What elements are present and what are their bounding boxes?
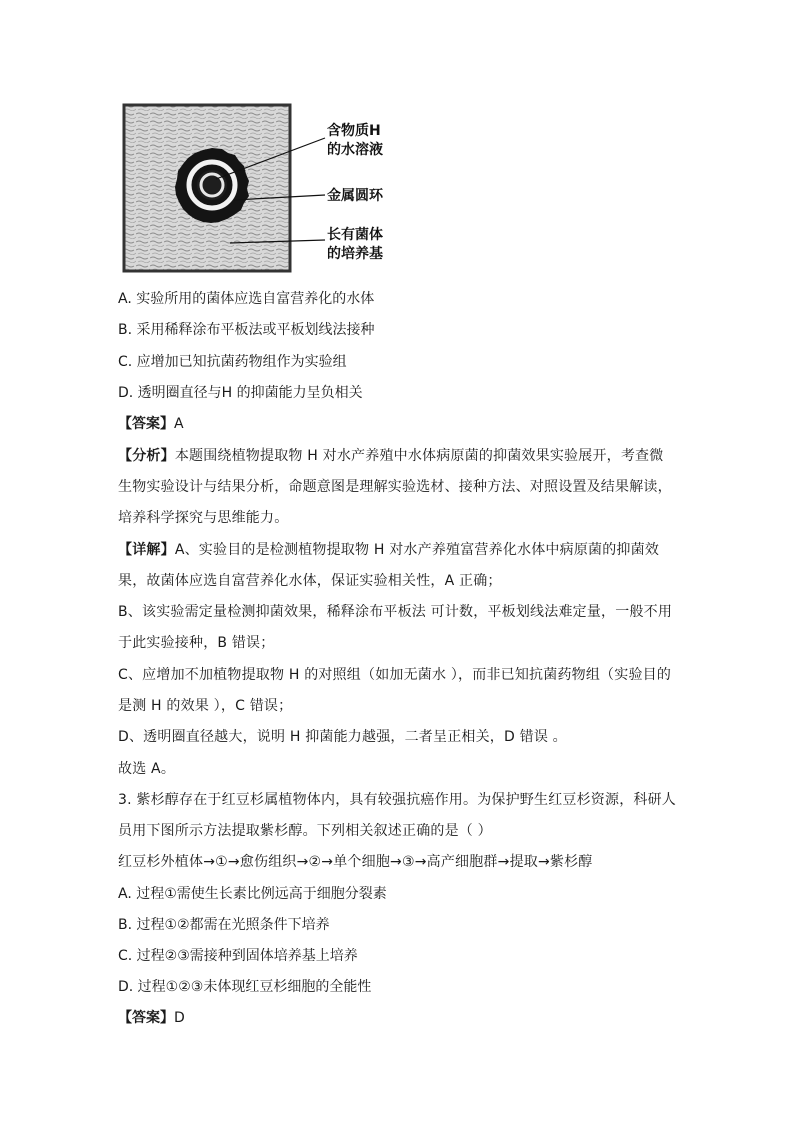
q2-detail-line3: B、该实验需定量检测抑菌效果，稀释涂布平板法 可计数，平板划线法难定量，一般不用 — [118, 604, 673, 620]
q2-analysis-line1 — [118, 446, 663, 466]
q2-option-b: B. 采用稀释涂布平板法或平板划线法接种 — [118, 322, 375, 338]
answer-tag: 【答案】 — [118, 1010, 174, 1026]
detail-text: A、实验目的是检测植物提取物 H 对水产养殖富营养化水体中病原菌的抑菌效 — [174, 542, 660, 558]
label-metal-ring: 金属圆环 — [327, 188, 383, 204]
label-solution-line1: 含物质H — [327, 123, 381, 139]
detail-tag: 【详解】 — [118, 542, 175, 558]
analysis-text: 本题围绕植物提取物 H 对水产养殖中水体病原菌的抑菌效果实验展开，考查微 — [174, 448, 664, 464]
answer-value: A — [174, 416, 184, 432]
q3-stem-line1: 3. 紫杉醇存在于红豆杉属植物体内，具有较强抗癌作用。为保护野生红豆杉资源，科研人 — [118, 792, 677, 808]
culture-plate-illustration — [122, 103, 412, 273]
q3-option-b: B. 过程①②都需在光照条件下培养 — [118, 917, 330, 933]
q2-detail-line6: 是测 H 的效果 ），C 错误； — [118, 698, 293, 714]
q3-stem-line2: 员用下图所示方法提取紫杉醇。下列相关叙述正确的是（ ） — [118, 823, 492, 839]
q2-detail-line4: 于此实验接种，B 错误； — [118, 635, 275, 651]
label-medium-line1: 长有菌体 — [327, 227, 383, 243]
answer-tag: 【答案】 — [118, 416, 174, 432]
q2-detail-line1 — [118, 540, 659, 560]
q2-conclusion: 故选 A。 — [118, 761, 176, 777]
q2-analysis-line3: 培养科学探究与思维能力。 — [118, 510, 289, 526]
q3-option-d: D. 过程①②③未体现红豆杉细胞的全能性 — [118, 979, 372, 995]
answer-value: D — [174, 1010, 185, 1026]
q2-answer — [118, 414, 184, 434]
q2-detail-line7: D、透明圈直径越大，说明 H 抑菌能力越强，二者呈正相关，D 错误 。 — [118, 729, 567, 745]
q2-option-a: A. 实验所用的菌体应选自富营养化的水体 — [118, 291, 375, 307]
q2-analysis-line2: 生物实验设计与结果分析，命题意图是理解实验选材、接种方法、对照设置及结果解读， — [118, 479, 672, 495]
q2-detail-line2: 果，故菌体应选自富营养化水体，保证实验相关性，A 正确； — [118, 573, 502, 589]
q3-option-a: A. 过程①需使生长素比例远高于细胞分裂素 — [118, 886, 387, 902]
label-medium-line2: 的培养基 — [327, 246, 383, 262]
q3-flow-diagram: 红豆杉外植体→①→愈伤组织→②→单个细胞→③→高产细胞群→提取→紫杉醇 — [118, 854, 593, 870]
q2-option-c: C. 应增加已知抗菌药物组作为实验组 — [118, 354, 347, 370]
q3-answer — [118, 1008, 185, 1028]
q2-detail-line5: C、应增加不加植物提取物 H 的对照组（如加无菌水 ），而非已知抗菌药物组（实验目的 — [118, 667, 672, 683]
experiment-figure — [122, 103, 412, 273]
q2-option-d: D. 透明圈直径与H 的抑菌能力呈负相关 — [118, 385, 363, 401]
q3-option-c: C. 过程②③需接种到固体培养基上培养 — [118, 948, 358, 964]
analysis-tag: 【分析】 — [118, 448, 175, 464]
label-solution-line2: 的水溶液 — [327, 142, 383, 158]
